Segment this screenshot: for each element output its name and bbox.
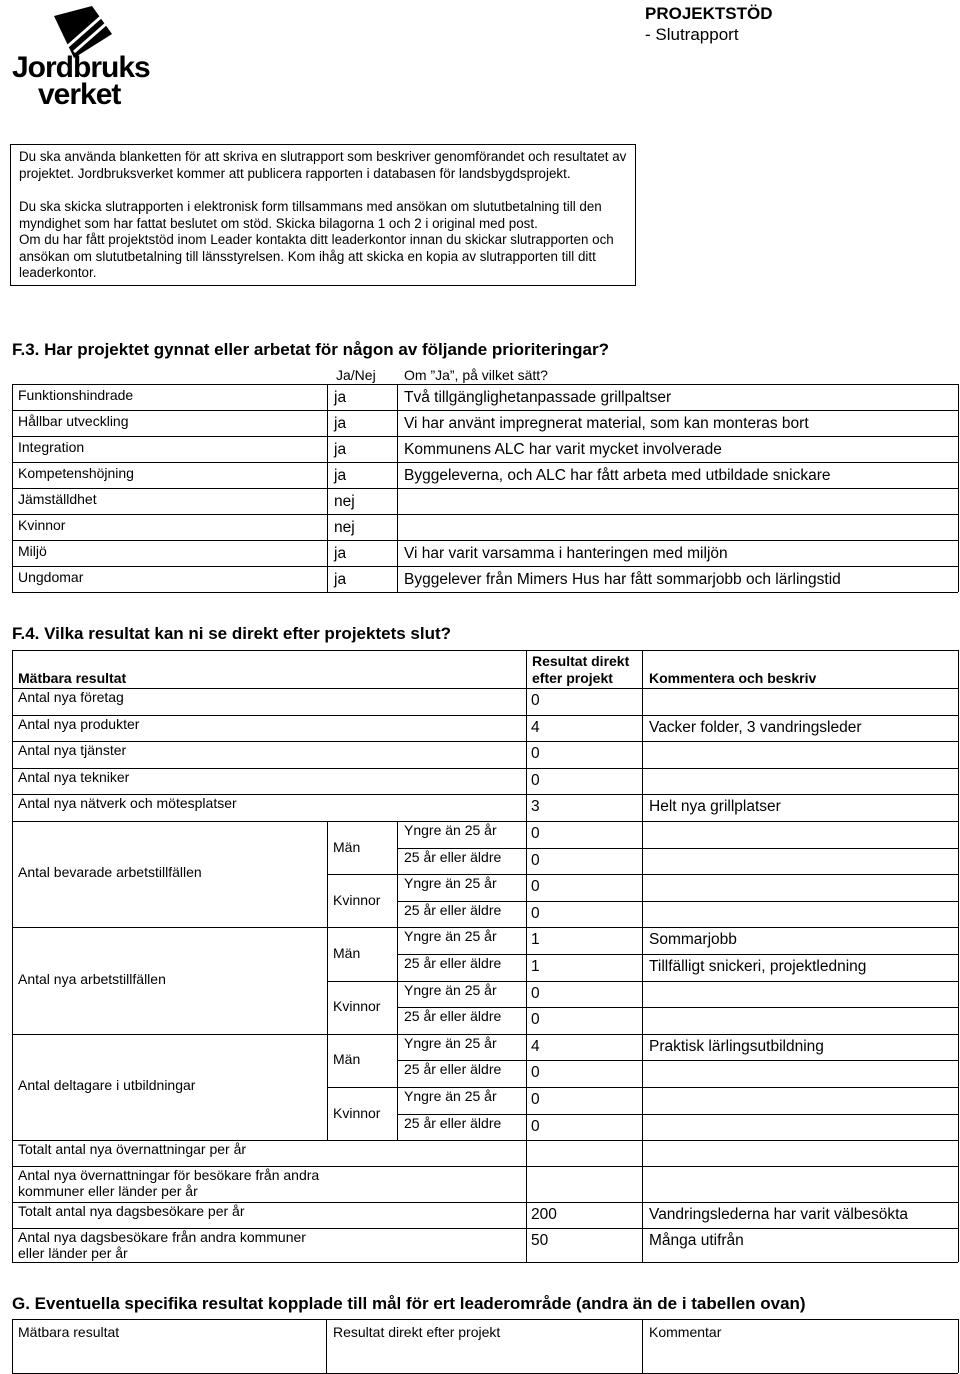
f3-row-description: Vi har varit varsamma i hanteringen med miljön xyxy=(404,545,728,562)
g-header-comment: Kommentar xyxy=(649,1324,722,1340)
table-border xyxy=(12,741,958,742)
f4-group-men: Män xyxy=(333,838,361,855)
f3-row-label: Ungdomar xyxy=(18,569,84,585)
f4-row-label: Antal nya nätverk och mötesplatser xyxy=(18,795,237,812)
f4-header-comment: Kommentera och beskriv xyxy=(649,670,817,686)
table-border xyxy=(12,1228,13,1262)
f4-group-comment: Praktisk lärlingsutbildning xyxy=(649,1037,824,1055)
f4-group-value: 4 xyxy=(531,1037,540,1055)
f4-age-label: Yngre än 25 år xyxy=(404,981,497,998)
table-border xyxy=(12,794,13,821)
f4-group-value: 0 xyxy=(531,1091,540,1108)
f3-row-value: ja xyxy=(334,415,347,432)
f3-row-label: Kvinnor xyxy=(18,517,66,533)
table-border xyxy=(526,1228,527,1262)
table-border xyxy=(958,794,959,821)
table-border xyxy=(642,1319,643,1373)
f4-row-comment: Många utifrån xyxy=(649,1232,744,1250)
f4-age-label: Yngre än 25 år xyxy=(404,875,497,892)
f4-age-label: 25 år eller äldre xyxy=(404,848,502,865)
f3-row-description: Byggelever från Mimers Hus har fått sommarjobb och lärlingstid xyxy=(404,571,841,588)
table-border xyxy=(642,1166,643,1202)
table-border xyxy=(642,794,643,821)
table-border xyxy=(958,384,959,592)
f4-age-label: Yngre än 25 år xyxy=(404,822,497,838)
f4-group-women: Kvinnor xyxy=(333,1104,381,1121)
f4-age-label: 25 år eller äldre xyxy=(404,901,502,918)
f4-row-comment: Vacker folder, 3 vandringsleder xyxy=(649,718,862,736)
f4-group-value: 0 xyxy=(531,878,540,896)
f3-row-value: ja xyxy=(334,441,347,458)
table-border xyxy=(12,741,13,768)
info-paragraph-2: Du ska skicka slutrapporten i elektronisk form tillsammans med ansökan om slututbetalning till den myndighet som har fattat beslutet om stöd. Skicka bilagorna 1 och 2 i original med post. xyxy=(19,199,602,231)
table-border xyxy=(958,821,959,927)
table-border xyxy=(958,650,959,688)
logo-text xyxy=(12,51,150,111)
f4-row-value: 3 xyxy=(531,798,540,816)
table-border xyxy=(12,821,13,927)
table-border xyxy=(12,715,958,716)
info-box xyxy=(10,144,636,286)
f4-group-men: Män xyxy=(333,945,361,961)
f3-row-label: Hållbar utveckling xyxy=(18,413,129,429)
table-border xyxy=(12,927,13,1033)
f4-group-value: 0 xyxy=(531,851,540,869)
f4-group-label: Antal bevarade arbetstillfällen xyxy=(18,864,202,881)
page-subtitle: - Slutrapport xyxy=(645,25,739,44)
f4-age-label: 25 år eller äldre xyxy=(404,955,502,971)
f4-row-label: Totalt antal nya dagsbesökare per år xyxy=(18,1203,245,1220)
f4-row-label: Antal nya tjänster xyxy=(18,742,127,759)
table-border xyxy=(12,715,13,742)
f4-group-comment: Tillfälligt snickeri, projektledning xyxy=(649,958,867,975)
f4-row-value: 0 xyxy=(531,771,540,789)
page-title: PROJEKTSTÖD xyxy=(645,4,773,23)
table-border xyxy=(12,592,958,593)
f3-row-value: nej xyxy=(334,493,355,510)
table-border xyxy=(958,1228,959,1262)
f4-age-label: 25 år eller äldre xyxy=(404,1008,502,1025)
f3-row-label: Integration xyxy=(18,439,85,455)
table-border xyxy=(958,741,959,768)
table-border xyxy=(958,927,959,1033)
table-border xyxy=(958,1140,959,1166)
table-border xyxy=(526,794,527,821)
table-border xyxy=(12,384,958,385)
f3-row-description: Byggeleverna, och ALC har fått arbeta med utbildade snickare xyxy=(404,467,831,484)
f4-row-value: 4 xyxy=(531,718,540,736)
f4-row-comment: Vandringslederna har varit välbesökta xyxy=(649,1206,909,1224)
f4-row-label: Totalt antal nya övernattningar per år xyxy=(18,1141,247,1158)
table-border xyxy=(642,768,643,795)
table-border xyxy=(12,410,958,411)
f4-header-result-line2: efter projekt xyxy=(532,670,613,686)
table-border xyxy=(12,566,958,567)
table-border xyxy=(642,1202,643,1228)
table-border xyxy=(958,768,959,795)
f4-age-label: Yngre än 25 år xyxy=(404,1088,497,1104)
f4-age-label: Yngre än 25 år xyxy=(404,1034,497,1051)
f4-group-value: 0 xyxy=(531,1117,540,1135)
table-border xyxy=(12,1319,13,1373)
table-border xyxy=(12,768,13,795)
f4-group-label: Antal nya arbetstillfällen xyxy=(18,970,166,987)
f3-row-label: Miljö xyxy=(18,543,47,559)
f3-row-label: Funktionshindrade xyxy=(18,387,134,403)
f3-row-value: ja xyxy=(334,545,347,562)
f4-group-value: 0 xyxy=(531,904,540,922)
table-border xyxy=(958,1166,959,1202)
f4-row-value: 50 xyxy=(531,1232,549,1250)
table-border xyxy=(526,715,527,742)
f4-row-label: Antal nya tekniker xyxy=(18,768,130,785)
f3-row-label: Kompetenshöjning xyxy=(18,465,134,481)
table-border xyxy=(958,1202,959,1228)
f4-group-women: Kvinnor xyxy=(333,891,381,908)
table-border xyxy=(12,1140,13,1166)
f3-column-header-how: Om ”Ja”, på vilket sätt? xyxy=(404,367,548,383)
f4-group-men: Män xyxy=(333,1051,361,1068)
f3-row-description: Kommunens ALC har varit mycket involverade xyxy=(404,441,722,458)
section-g-heading: G. Eventuella specifika resultat kopplade till mål för ert leaderområde (andra än de i tabellen ovan) xyxy=(12,1294,806,1313)
table-border xyxy=(958,1319,959,1373)
info-paragraph-3: Om du har fått projektstöd inom Leader kontakta ditt leaderkontor innan du skickar slutrapporten och ansökan om slututbetalning till länsstyrelsen. Kom ihåg att skicka en kopia av slutrapporten till ditt leaderkontor. xyxy=(19,232,614,281)
section-f3-heading: F.3. Har projektet gynnat eller arbetat för någon av följande prioriteringar? xyxy=(12,340,610,359)
table-border xyxy=(12,650,13,688)
table-border xyxy=(526,768,527,795)
f4-group-value: 1 xyxy=(531,958,540,975)
table-border xyxy=(12,384,13,592)
f4-age-label: 25 år eller äldre xyxy=(404,1061,502,1078)
table-border xyxy=(12,462,958,463)
table-border xyxy=(12,488,958,489)
table-border xyxy=(642,741,643,768)
f3-row-value: ja xyxy=(334,389,347,406)
table-border xyxy=(12,1202,13,1228)
table-border xyxy=(642,715,643,742)
f4-row-value: 0 xyxy=(531,692,540,709)
table-border xyxy=(12,1319,958,1320)
table-border xyxy=(12,1166,13,1202)
f4-row-label: Antal nya övernattningar för besökare från andra kommuner eller länder per år xyxy=(18,1167,320,1200)
f3-row-label: Jämställdhet xyxy=(18,491,97,507)
table-border xyxy=(326,1319,327,1373)
f4-row-label: Antal nya dagsbesökare från andra kommuner eller länder per år xyxy=(18,1229,306,1262)
f4-group-value: 0 xyxy=(531,1064,540,1082)
table-border xyxy=(12,768,958,769)
table-border xyxy=(642,1228,643,1262)
section-f4-heading: F.4. Vilka resultat kan ni se direkt efter projektets slut? xyxy=(12,624,452,643)
table-border xyxy=(958,1034,959,1140)
info-paragraph-1: Du ska använda blanketten för att skriva en slutrapport som beskriver genomförandet och resultatet av projektet. Jordbruksverket kommer att publicera rapporten i databasen för landsbygdsprojekt. xyxy=(19,149,627,181)
f3-row-value: ja xyxy=(334,571,347,588)
f4-header-measurable: Mätbara resultat xyxy=(18,670,127,686)
f4-group-label: Antal deltagare i utbildningar xyxy=(18,1077,196,1093)
logo-line-1: Jordbruks xyxy=(12,51,150,84)
table-border xyxy=(526,741,527,768)
f4-group-comment: Sommarjobb xyxy=(649,931,737,949)
table-border xyxy=(642,650,643,688)
table-border xyxy=(12,540,958,541)
g-header-measurable: Mätbara resultat xyxy=(18,1324,120,1340)
f3-row-description: Två tillgänglighetanpassade grillpaltser xyxy=(404,389,672,406)
table-border xyxy=(397,384,398,592)
table-border xyxy=(958,688,959,715)
table-border xyxy=(12,650,958,651)
f4-group-women: Kvinnor xyxy=(333,998,381,1015)
f4-group-value: 0 xyxy=(531,1011,540,1029)
f4-group-value: 1 xyxy=(531,931,540,949)
table-border xyxy=(526,688,527,715)
f4-row-comment: Helt nya grillplatser xyxy=(649,798,781,816)
f3-column-header-janej: Ja/Nej xyxy=(336,367,376,383)
table-border xyxy=(642,1140,643,1166)
table-border xyxy=(12,1262,958,1263)
f4-age-label: 25 år eller äldre xyxy=(404,1114,502,1131)
table-border xyxy=(12,688,958,689)
table-border xyxy=(327,384,328,592)
f4-group-value: 0 xyxy=(531,825,540,842)
logo-line-2: verket xyxy=(38,78,121,111)
f4-row-value: 200 xyxy=(531,1206,557,1224)
f3-row-value: ja xyxy=(334,467,347,484)
table-border xyxy=(526,1140,527,1166)
g-header-result: Resultat direkt efter projekt xyxy=(333,1324,501,1340)
table-border xyxy=(12,514,958,515)
table-border xyxy=(12,1034,13,1140)
f4-header-result-line1: Resultat direkt xyxy=(532,653,630,669)
table-border xyxy=(526,650,527,688)
table-border xyxy=(526,1166,527,1202)
f3-row-description: Vi har använt impregnerat material, som kan monteras bort xyxy=(404,415,809,432)
table-border xyxy=(526,1202,527,1228)
table-border xyxy=(12,436,958,437)
f4-row-label: Antal nya företag xyxy=(18,689,124,705)
f3-row-value: nej xyxy=(334,519,355,536)
f4-row-label: Antal nya produkter xyxy=(18,715,140,732)
f4-group-value: 0 xyxy=(531,984,540,1002)
table-border xyxy=(958,715,959,742)
table-border xyxy=(642,688,643,715)
f4-age-label: Yngre än 25 år xyxy=(404,928,497,945)
f4-row-value: 0 xyxy=(531,745,540,763)
table-border xyxy=(12,688,13,715)
